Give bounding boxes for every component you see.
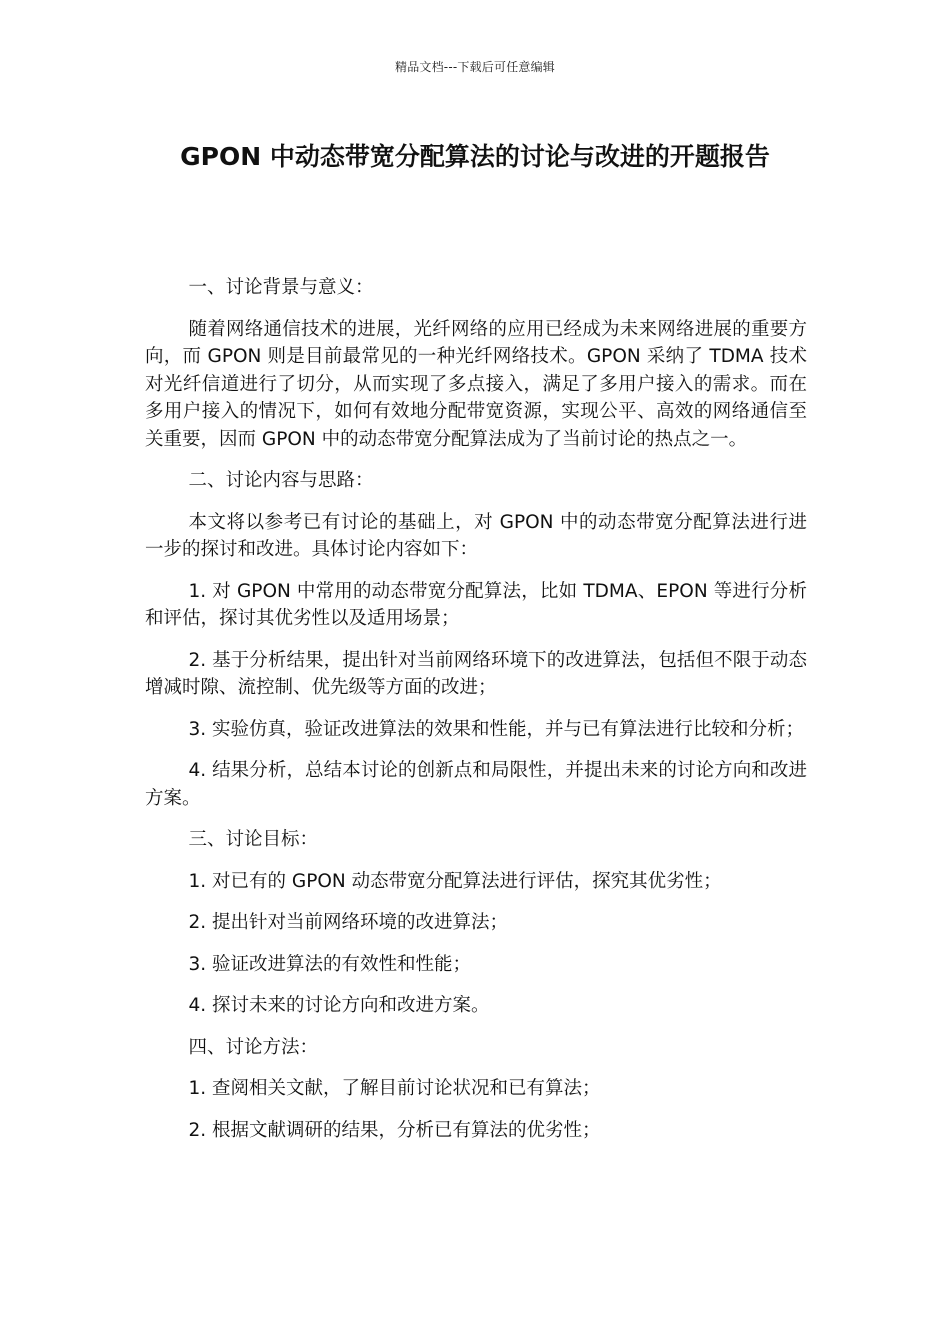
- list-item: 1. 对 GPON 中常用的动态带宽分配算法，比如 TDMA、EPON 等进行分析和评估，探讨其优劣性以及适用场景；: [145, 580, 807, 629]
- document-body: [145, 274, 807, 1158]
- list-item: 4. 探讨未来的讨论方向和改进方案。: [188, 995, 490, 1016]
- list-item: 4. 结果分析，总结本讨论的创新点和局限性，并提出未来的讨论方向和改进方案。: [145, 760, 807, 809]
- list-item: 1. 查阅相关文献，了解目前讨论状况和已有算法；: [188, 1078, 601, 1099]
- section-heading-goals: 三、讨论目标：: [188, 829, 318, 850]
- page-header: 精品文档---下载后可任意编辑: [395, 60, 555, 74]
- document-title: GPON 中动态带宽分配算法的讨论与改进的开题报告: [180, 142, 770, 171]
- list-item: 2. 根据文献调研的结果，分析已有算法的优劣性；: [188, 1119, 601, 1141]
- list-item: 1. 对已有的 GPON 动态带宽分配算法进行评估，探究其优劣性；: [188, 870, 722, 892]
- section-heading-background: 一、讨论背景与意义：: [188, 277, 374, 298]
- section-heading-methods: 四、讨论方法：: [188, 1036, 318, 1058]
- list-item: 2. 基于分析结果，提出针对当前网络环境下的改进算法，包括但不限于动态增减时隙、流控制、优先级等方面的改进；: [145, 649, 807, 698]
- section-heading-content: 二、讨论内容与思路：: [188, 470, 374, 491]
- list-item: 3. 实验仿真，验证改进算法的效果和性能，并与已有算法进行比较和分析；: [188, 718, 805, 740]
- list-item: 2. 提出针对当前网络环境的改进算法；: [188, 912, 509, 933]
- body-paragraph: 本文将以参考已有讨论的基础上，对 GPON 中的动态带宽分配算法进行进一步的探讨和改进。具体讨论内容如下：: [145, 511, 807, 560]
- body-paragraph: 随着网络通信技术的进展，光纤网络的应用已经成为未来网络进展的重要方向，而 GPON 则是目前最常见的一种光纤网络技术。GPON 采纳了 TDMA 技术对光纤信道进行了切分，从而实现了多点接入，满足了多用户接入的需求。而在多用户接入的情况下，如何有效地分配带宽资源，实现公平、高效的网络通信至关重要，因而 GPON 中的动态带宽分配算法成为了当前讨论的热点之一。: [145, 318, 807, 450]
- list-item: 3. 验证改进算法的有效性和性能；: [188, 953, 472, 975]
